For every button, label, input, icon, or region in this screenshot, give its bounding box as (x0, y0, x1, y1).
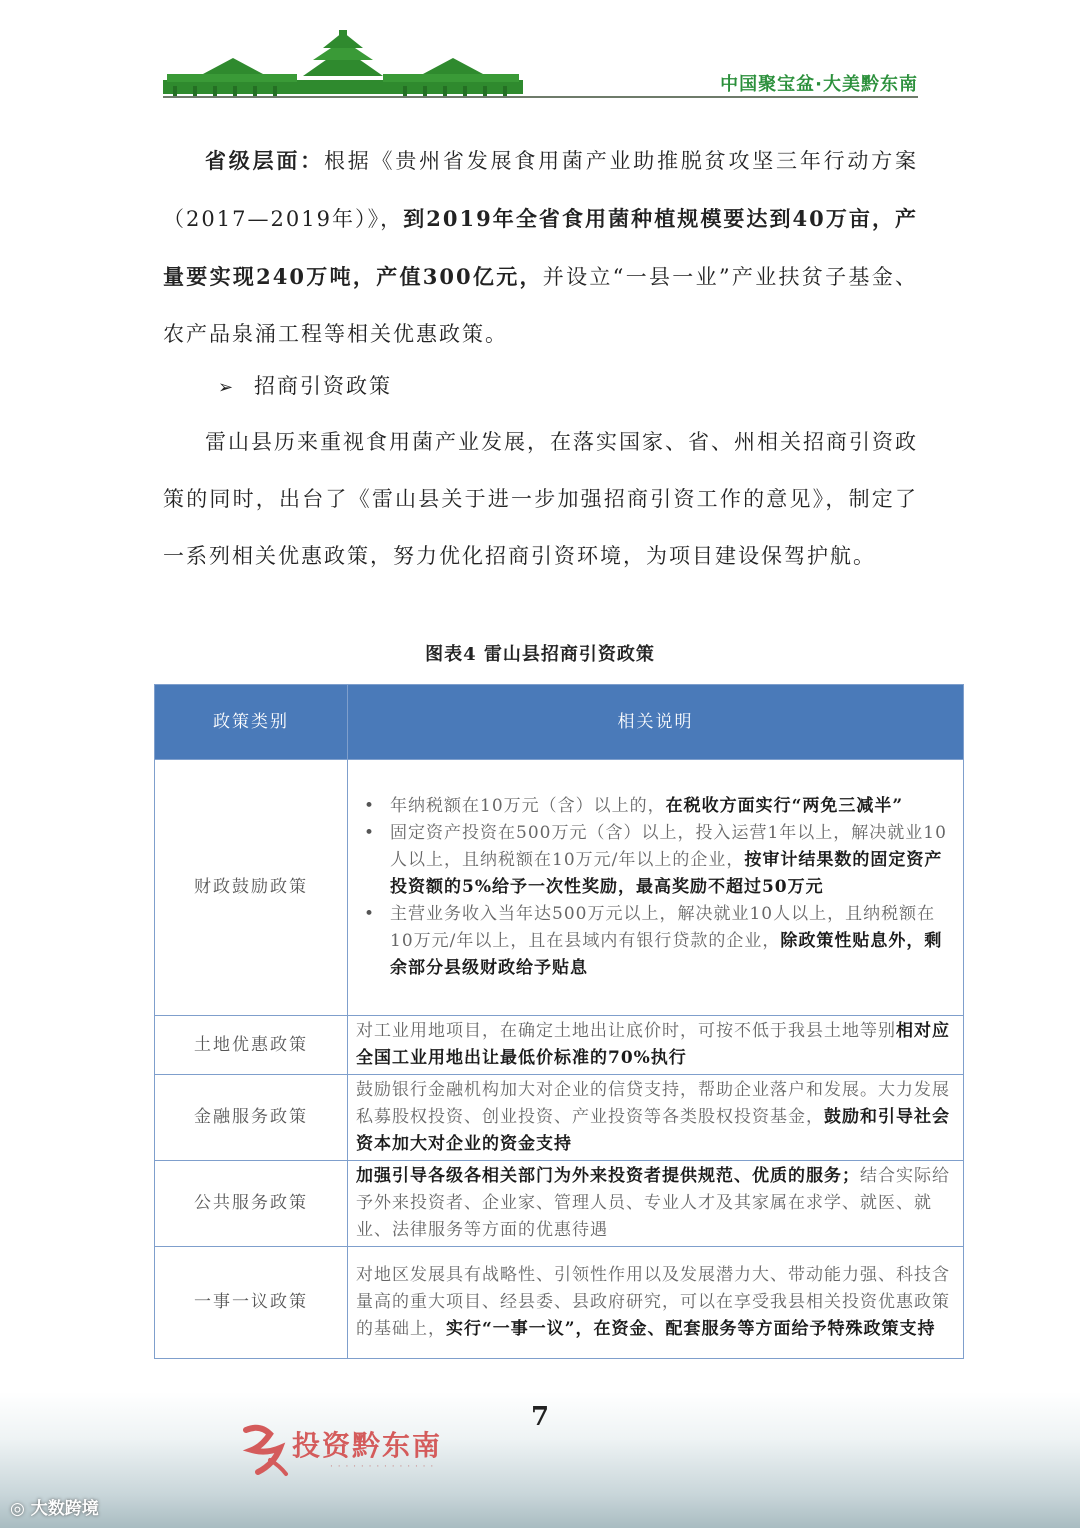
bullet-bold-text: 按审计结果数的固定资产投资额的5%给予一次性奖励，最高奖励不超过50万元 (390, 850, 943, 897)
policy-table (154, 684, 964, 1359)
policy-bullet-list (356, 793, 955, 982)
bullet-text: 固定资产投资在500万元（含）以上，投入运营1年以上，解决就业10人以上，且纳税额在10万元/年以上的企业， (390, 823, 947, 870)
list-item (390, 793, 955, 820)
description-text: 结合实际给予外来投资者、企业家、管理人员、专业人才及其家属在求学、就医、就业、法律服务等方面的优惠待遇 (356, 1166, 950, 1240)
watermark-text: 大数跨境 (30, 1499, 99, 1519)
drum-tower-banner-icon (163, 30, 523, 100)
description-bold-text: 鼓励和引导社会资本加大对企业的资金支持 (356, 1107, 950, 1154)
description-bold-text: 相对应全国工业用地出让最低价标准的70%执行 (356, 1021, 950, 1068)
description-text: 对工业用地项目，在确定土地出让底价时，可按不低于我县土地等别 (356, 1021, 896, 1041)
description-text: 鼓励银行金融机构加大对企业的信贷支持，帮助企业落户和发展。大力发展私募股权投资、创业投资、产业投资等各类股权投资基金， (356, 1080, 950, 1127)
description-text: 对地区发展具有战略性、引领性作用以及发展潜力大、带动能力强、科技含量高的重大项目、经县委、县政府研究，可以在享受我县相关投资优惠政策的基础上， (356, 1265, 950, 1339)
policy-category: 公共服务政策 (155, 1161, 348, 1247)
bullet-bold-text: 除政策性贴息外，剩余部分县级财政给予贴息 (390, 931, 943, 978)
footer-subline-decoration: · · · · · · · · · · · · · · (330, 1462, 435, 1472)
paragraph-bold-text: 到2019年全省食用菌种植规模要达到40万亩，产量要实现240万吨，产值300亿元， (163, 206, 918, 289)
table-row (155, 1075, 964, 1161)
policy-category: 土地优惠政策 (155, 1016, 348, 1075)
watermark (10, 1494, 99, 1519)
policy-category: 财政鼓励政策 (155, 760, 348, 1016)
arrow-bullet-icon: ➢ (218, 377, 236, 398)
paragraph-text: 雷山县历来重视食用菌产业发展，在落实国家、省、州相关招商引资政策的同时，出台了《雷山县关于进一步加强招商引资工作的意见》，制定了一系列相关优惠政策，努力优化招商引资环境，为项目建设保驾护航。 (163, 430, 918, 568)
table-row (155, 1247, 964, 1359)
table-row (155, 1161, 964, 1247)
policy-category: 一事一议政策 (155, 1247, 348, 1359)
section-heading (218, 366, 392, 408)
policy-description (348, 1075, 964, 1161)
table-header-category: 政策类别 (155, 685, 348, 760)
paragraph-lead: 省级层面： (205, 148, 324, 173)
list-item (390, 901, 955, 982)
bullet-text: 年纳税额在10万元（含）以上的， (390, 796, 666, 816)
watermark-logo-icon: ◎ (10, 1499, 31, 1519)
policy-category: 金融服务政策 (155, 1075, 348, 1161)
paragraph-text: 并设立“一县一业”产业扶贫子基金、农产品泉涌工程等相关优惠政策。 (163, 265, 918, 346)
footer-brand: 投资黔东南 (292, 1429, 443, 1462)
header-slogan: 中国聚宝盆·大美黔东南 (720, 74, 918, 95)
table-header-description: 相关说明 (348, 685, 964, 760)
header-divider (163, 96, 918, 98)
table-header-row (155, 685, 964, 760)
paragraph-leishan (163, 414, 918, 585)
list-item (390, 820, 955, 901)
section-heading-text: 招商引资政策 (254, 374, 392, 398)
page-header (163, 30, 918, 102)
bullet-bold-text: 在税收方面实行“两免三减半” (665, 796, 904, 816)
table-caption: 图表4 雷山县招商引资政策 (425, 644, 655, 665)
policy-description (348, 1016, 964, 1075)
page-number: 7 (530, 1402, 550, 1432)
description-bold-text: 加强引导各级各相关部门为外来投资者提供规范、优质的服务； (356, 1166, 860, 1186)
policy-description (348, 760, 964, 1016)
paragraph-provincial (163, 132, 918, 363)
paragraph-text: 根据《贵州省发展食用菌产业助推脱贫攻坚三年行动方案（2017—2019年）》， (163, 149, 919, 231)
policy-description (348, 1247, 964, 1359)
policy-description (348, 1161, 964, 1247)
table-row (155, 1016, 964, 1075)
description-bold-text: 实行“一事一议”，在资金、配套服务等方面给予特殊政策支持 (446, 1319, 936, 1339)
table-row (155, 760, 964, 1016)
bullet-text: 主营业务收入当年达500万元以上，解决就业10人以上，且纳税额在10万元/年以上，且在县域内有银行贷款的企业， (390, 904, 936, 951)
